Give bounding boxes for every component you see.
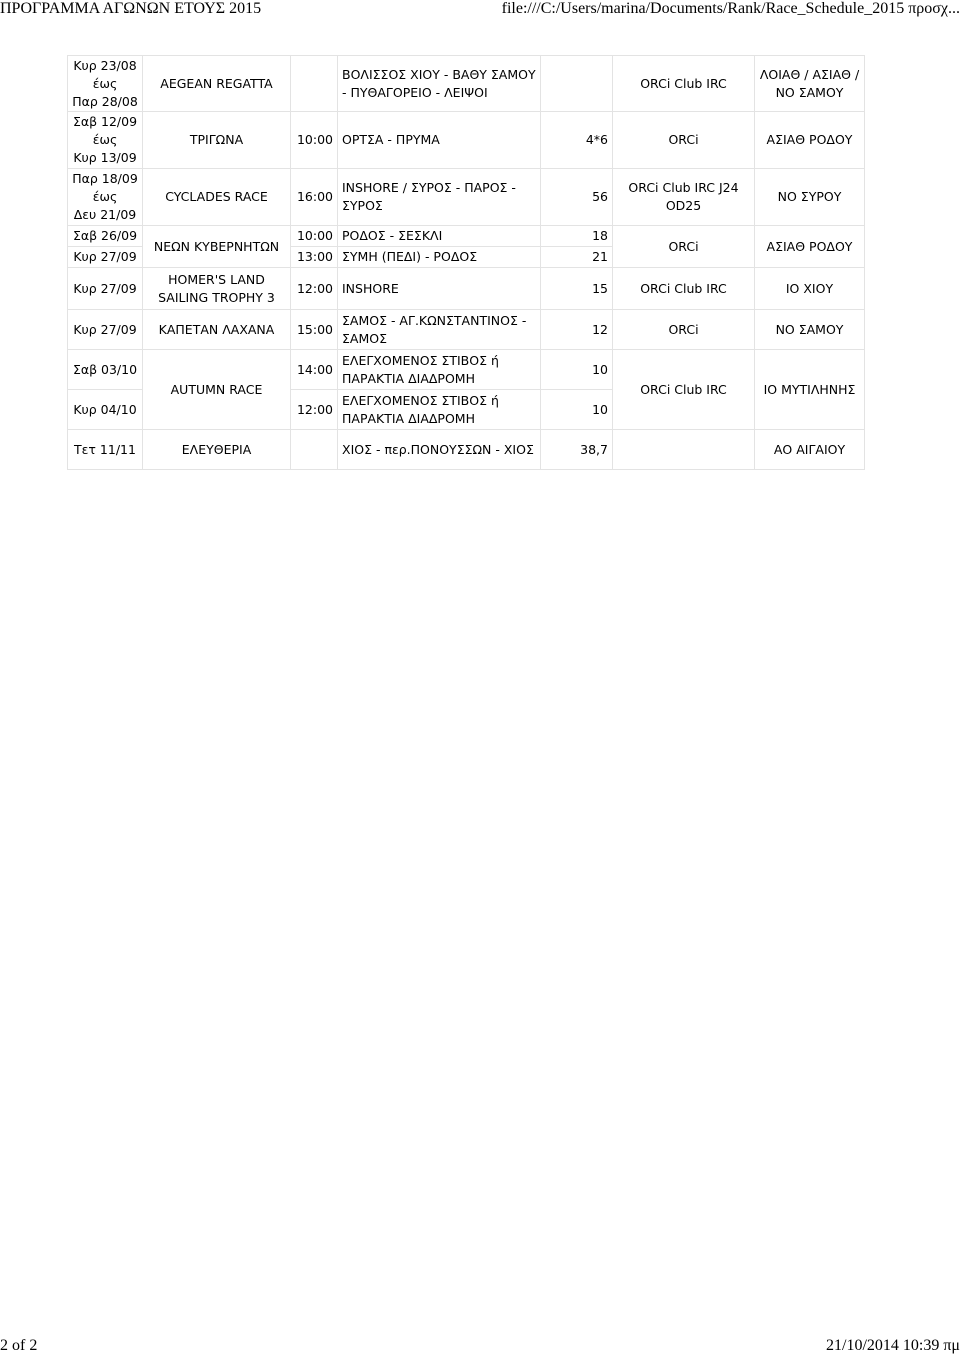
route-cell: ΟΡΤΣΑ - ΠΡΥΜΑ [338, 112, 541, 169]
route-cell: INSHORE / ΣΥΡΟΣ - ΠΑΡΟΣ - ΣΥΡΟΣ [338, 169, 541, 226]
route-cell: ΕΛΕΓΧΟΜΕΝΟΣ ΣΤΙΒΟΣ ή ΠΑΡΑΚΤΙΑ ΔΙΑΔΡΟΜΗ [338, 350, 541, 390]
class-cell: ORCi Club IRC J24 OD25 [613, 169, 755, 226]
document-title: ΠΡΟΓΡΑΜΜΑ ΑΓΩΝΩΝ ΕΤΟΥΣ 2015 [0, 0, 262, 17]
page-number: 2 of 2 [0, 1337, 38, 1354]
event-cell: CYCLADES RACE [143, 169, 291, 226]
race-schedule-table [67, 55, 865, 470]
event-cell: ΚΑΠΕΤΑΝ ΛΑΧΑΝΑ [143, 310, 291, 350]
table-row [68, 169, 865, 226]
table-row [68, 350, 865, 390]
print-timestamp: 21/10/2014 10:39 πμ [826, 1337, 960, 1354]
time-cell: 16:00 [291, 169, 338, 226]
miles-cell: 56 [541, 169, 613, 226]
time-cell: 15:00 [291, 310, 338, 350]
event-cell: ΤΡΙΓΩΝΑ [143, 112, 291, 169]
organizer-cell: ΑΣΙΑΘ ΡΟΔΟΥ [755, 112, 865, 169]
organizer-cell: ΛΟΙΑΘ / ΑΣΙΑΘ / ΝΟ ΣΑΜΟΥ [755, 56, 865, 112]
organizer-cell: ΑΣΙΑΘ ΡΟΔΟΥ [755, 226, 865, 268]
route-cell: ΣΥΜΗ (ΠΕΔΙ) - ΡΟΔΟΣ [338, 247, 541, 268]
organizer-cell: ΙΟ ΜΥΤΙΛΗΝΗΣ [755, 350, 865, 430]
date-cell: Σαβ 03/10 [68, 350, 143, 390]
table-row [68, 112, 865, 169]
date-cell [68, 56, 143, 112]
table-row [68, 226, 865, 247]
organizer-cell: ΑΟ ΑΙΓΑΙΟΥ [755, 430, 865, 470]
event-cell: ΕΛΕΥΘΕΡΙΑ [143, 430, 291, 470]
event-cell: AUTUMN RACE [143, 350, 291, 430]
miles-cell: 12 [541, 310, 613, 350]
miles-cell: 21 [541, 247, 613, 268]
print-footer [0, 1337, 960, 1355]
class-cell: ORCi Club IRC [613, 350, 755, 430]
miles-cell: 18 [541, 226, 613, 247]
date-cell [68, 112, 143, 169]
time-cell: 10:00 [291, 112, 338, 169]
class-cell [613, 430, 755, 470]
date-text: Σαβ 12/09 έως Κυρ 13/09 [72, 114, 138, 165]
document-url: file:///C:/Users/marina/Documents/Rank/Race_Schedule_2015 προσχ... [501, 0, 960, 17]
class-cell: ORCi Club IRC [613, 268, 755, 310]
date-cell: Κυρ 27/09 [68, 268, 143, 310]
time-cell: 13:00 [291, 247, 338, 268]
time-cell: 10:00 [291, 226, 338, 247]
date-cell [68, 169, 143, 226]
date-cell: Σαβ 26/09 [68, 226, 143, 247]
event-cell: AEGEAN REGATTA [143, 56, 291, 112]
miles-cell: 10 [541, 390, 613, 430]
table-row [68, 268, 865, 310]
class-cell: ORCi [613, 226, 755, 268]
class-cell: ORCi [613, 112, 755, 169]
table-row [68, 56, 865, 112]
time-cell: 12:00 [291, 390, 338, 430]
time-cell [291, 56, 338, 112]
table-row [68, 430, 865, 470]
time-cell [291, 430, 338, 470]
date-cell: Κυρ 27/09 [68, 310, 143, 350]
organizer-cell: ΝΟ ΣΑΜΟΥ [755, 310, 865, 350]
miles-cell: 10 [541, 350, 613, 390]
date-text: Παρ 18/09 έως Δευ 21/09 [72, 171, 138, 222]
date-cell: Κυρ 04/10 [68, 390, 143, 430]
date-cell: Κυρ 27/09 [68, 247, 143, 268]
organizer-cell: ΝΟ ΣΥΡΟΥ [755, 169, 865, 226]
route-cell: ΧΙΟΣ - περ.ΠΟΝΟΥΣΣΩΝ - ΧΙΟΣ [338, 430, 541, 470]
event-cell: ΝΕΩΝ ΚΥΒΕΡΝΗΤΩΝ [143, 226, 291, 268]
miles-cell: 38,7 [541, 430, 613, 470]
organizer-cell: ΙΟ ΧΙΟΥ [755, 268, 865, 310]
event-cell: HOMER'S LAND SAILING TROPHY 3 [143, 268, 291, 310]
route-cell: ΕΛΕΓΧΟΜΕΝΟΣ ΣΤΙΒΟΣ ή ΠΑΡΑΚΤΙΑ ΔΙΑΔΡΟΜΗ [338, 390, 541, 430]
class-cell: ORCi [613, 310, 755, 350]
time-cell: 14:00 [291, 350, 338, 390]
miles-cell [541, 56, 613, 112]
print-header [0, 0, 960, 18]
route-cell: ΣΑΜΟΣ - ΑΓ.ΚΩΝΣΤΑΝΤΙΝΟΣ - ΣΑΜΟΣ [338, 310, 541, 350]
date-cell: Τετ 11/11 [68, 430, 143, 470]
miles-cell: 4*6 [541, 112, 613, 169]
route-cell: ΡΟΔΟΣ - ΣΕΣΚΛΙ [338, 226, 541, 247]
date-text: Κυρ 23/08 έως Παρ 28/08 [72, 57, 138, 109]
route-cell: ΒΟΛΙΣΣΟΣ ΧΙΟΥ - ΒΑΘΥ ΣΑΜΟΥ - ΠΥΘΑΓΟΡΕΙΟ - ΛΕΙΨΟΙ [338, 56, 541, 112]
class-cell: ORCi Club IRC [613, 56, 755, 112]
time-cell: 12:00 [291, 268, 338, 310]
table-row [68, 310, 865, 350]
miles-cell: 15 [541, 268, 613, 310]
route-cell: INSHORE [338, 268, 541, 310]
